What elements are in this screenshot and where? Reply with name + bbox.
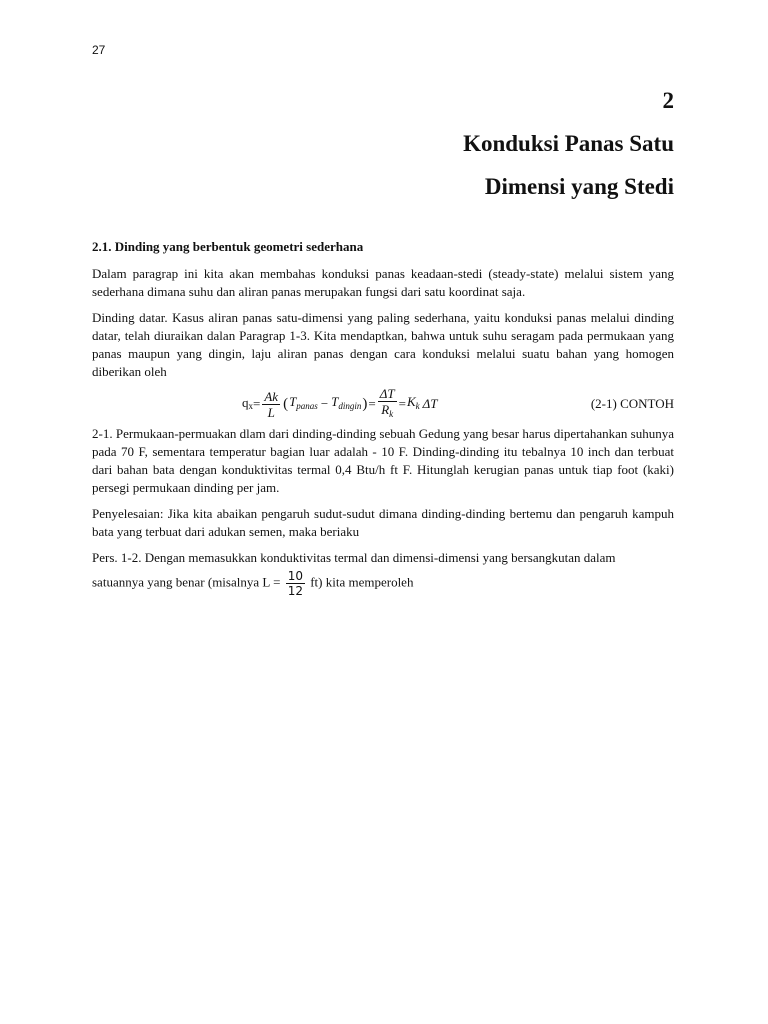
eq-equals-2: = xyxy=(368,396,376,411)
equation-label: (2-1) CONTOH xyxy=(590,396,674,411)
eq-lhs: qx xyxy=(242,394,253,411)
paragraph-substitution-line1: Pers. 1-2. Dengan memasukkan konduktivitas termal dan dimensi-dimensi yang bersangkutan dalam xyxy=(92,550,616,565)
eq-minus: − xyxy=(320,396,329,411)
line2-prefix: satuannya yang benar (misalnya L = xyxy=(92,574,284,590)
eq-fraction-ak-over-l: $\frac{Ak}{L}$ xyxy=(264,388,279,420)
page-number: 27 xyxy=(92,43,106,57)
eq-equals: = xyxy=(253,396,261,411)
eq-t-cold: $T_{dingin}$ xyxy=(331,394,362,411)
fraction-10-over-12: $\frac{10}{12}$ xyxy=(287,569,303,598)
paragraph-example: 2-1. Permukaan-permuakan dlam dari dinding-dinding sebuah Gedung yang besar harus dipertahankan suhunya pada 70 F, sementara temperatur bagian luar adalah - 10 F. Dinding-dinding itu tebalnya 10 inch dan terbuat dari bahan bata dengan konduktivitas termal 0,4 Btu/h ft F. Hitunglah kerugian panas untuk tiap foot (kaki) persegi permukaan dinding per jam. xyxy=(92,426,674,495)
chapter-title-line2: Dimensi yang Stedi xyxy=(484,174,674,199)
paragraph-solution: Penyelesaian: Jika kita abaikan pengaruh sudut-sudut dimana dinding-dinding bertemu dan pengaruh kampuh bata yang terbuat dari adukan semen, maka beriaku xyxy=(92,506,674,539)
paragraph-flat-wall: Dinding datar. Kasus aliran panas satu-dimensi yang paling sederhana, yaitu konduksi panas melalui dinding datar, telah diuraikan dalan Paragrap 1-3. Kita mendaptkan, bahwa untuk suhu seragam pada permukaan yang panas maupun yang dingin, laju aliran panas dengan cara konduksi melalui suatu bahan yang homogen diberikan oleh xyxy=(92,310,674,379)
section-heading: 2.1. Dinding yang berbentuk geometri sederhana xyxy=(92,239,364,254)
paragraph-intro: Dalam paragrap ini kita akan membahas konduksi panas keadaan-stedi (steady-state) melalui sistem yang sederhana dimana suhu dan aliran panas merupakan fungsi dari satu koordinat saja. xyxy=(92,266,674,299)
equation-formula xyxy=(242,385,438,423)
equation-2-1 xyxy=(92,385,674,423)
eq-delta-t: ΔT xyxy=(422,396,438,411)
eq-kk: $K_k$ xyxy=(406,394,420,411)
line2-suffix: ft) kita memperoleh xyxy=(306,574,414,590)
chapter-title-line1: Konduksi Panas Satu xyxy=(463,131,674,156)
eq-t-hot: $T_{panas}$ xyxy=(289,394,318,411)
paragraph-substitution xyxy=(92,549,674,567)
eq-fraction-dt-over-rk: $\frac{\Delta T}{R_k}$ xyxy=(379,386,395,419)
eq-equals-3: = xyxy=(398,396,406,411)
chapter-number: 2 xyxy=(662,88,674,113)
document-body xyxy=(92,238,674,598)
eq-paren-close: ) xyxy=(362,396,368,412)
paragraph-substitution-line2 xyxy=(92,569,674,598)
eq-paren-open: ( xyxy=(283,396,289,412)
